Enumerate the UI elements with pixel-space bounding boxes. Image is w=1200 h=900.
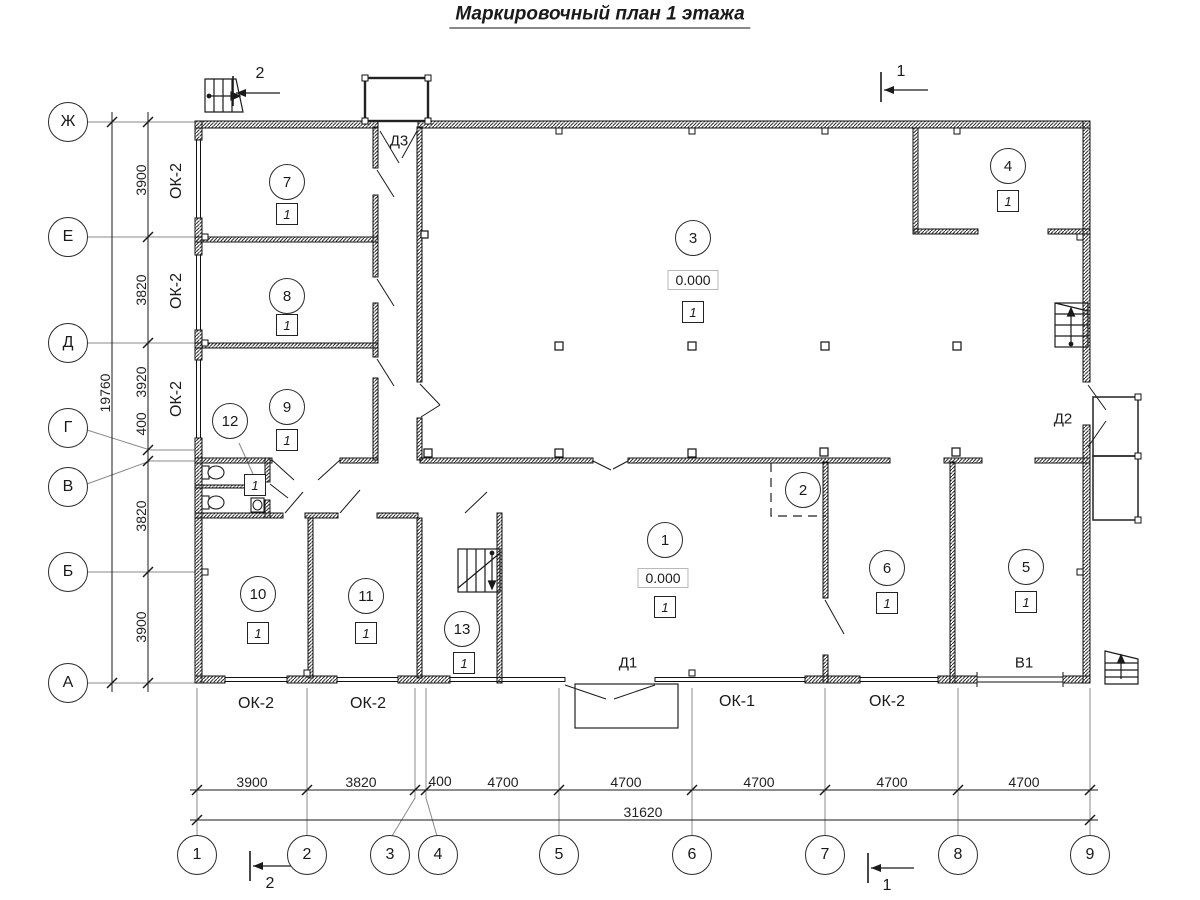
room-circle-11 — [348, 578, 384, 614]
room-number: 5 — [1021, 558, 1031, 576]
axis-circle-col-5 — [539, 835, 579, 875]
stairs-top-left-exterior — [205, 79, 243, 112]
dim-bottom-5: 4700 — [610, 774, 642, 790]
room-number: 10 — [249, 585, 267, 603]
dim-bottom-1: 3900 — [236, 774, 268, 790]
room-type-13: 1 — [453, 652, 475, 674]
dim-bottom-3: 400 — [428, 773, 452, 789]
dim-left-total: 19760 — [97, 373, 113, 413]
room-circle-8 — [269, 278, 305, 314]
room-circle-13 — [444, 611, 480, 647]
section-label-1-bottom: 1 — [882, 877, 892, 894]
axis-circle-row-zh — [48, 102, 88, 142]
room-circle-2 — [785, 472, 821, 508]
axis-label: Е — [62, 228, 74, 245]
window-label-bottom-2: ОК-2 — [350, 695, 386, 712]
porch-corner-posts — [362, 75, 1141, 523]
axis-label: В — [62, 478, 74, 495]
exterior-walls — [195, 121, 1090, 683]
dimension-ticks — [107, 117, 1095, 825]
axis-circle-col-2 — [287, 835, 327, 875]
room-circle-5 — [1008, 549, 1044, 585]
window-label-bottom-4: ОК-2 — [869, 693, 905, 710]
axis-label: А — [62, 674, 74, 691]
dim-bottom-4: 4700 — [487, 774, 519, 790]
room-type-11: 1 — [355, 622, 377, 644]
door-label-d1: Д1 — [618, 654, 638, 672]
room-circle-7 — [269, 164, 305, 200]
room-type-3: 1 — [682, 301, 704, 323]
room-number: 6 — [882, 559, 892, 577]
room-type-9: 1 — [276, 429, 298, 451]
axis-label: Ж — [60, 113, 76, 130]
door-label-d3: Д3 — [389, 132, 409, 150]
room-circle-12 — [212, 403, 248, 439]
section-label-1-top: 1 — [896, 63, 906, 80]
axis-label: Б — [62, 563, 74, 580]
elevation-mark-room3: 0.000 — [667, 270, 718, 290]
axis-circle-row-d — [48, 323, 88, 363]
axis-label: Г — [63, 419, 73, 436]
window-label-left-1: ОК-2 — [168, 163, 185, 199]
columns — [421, 231, 961, 457]
room-number: 11 — [358, 587, 374, 605]
room-number: 4 — [1003, 157, 1013, 175]
axis-circle-col-8 — [938, 835, 978, 875]
room-type-12: 1 — [244, 474, 266, 496]
axis-label: 8 — [953, 846, 963, 863]
axis-circle-col-7 — [805, 835, 845, 875]
room-type-6: 1 — [876, 592, 898, 614]
room-type-8: 1 — [276, 314, 298, 336]
room-number: 12 — [221, 412, 239, 430]
drawing-title: Маркировочный план 1 этажа — [449, 4, 750, 29]
dim-bottom-8: 4700 — [1008, 774, 1040, 790]
room-circle-1 — [647, 522, 683, 558]
stairs-bottom-right-exterior — [1105, 651, 1138, 684]
dim-left-4: 400 — [133, 412, 149, 436]
interior-walls — [195, 127, 1090, 683]
dim-bottom-total: 31620 — [623, 804, 663, 820]
window-label-left-2: ОК-2 — [168, 273, 185, 309]
axis-circle-row-g — [48, 408, 88, 448]
room-circle-10 — [240, 576, 276, 612]
axis-circle-col-3 — [370, 835, 410, 875]
room-number: 13 — [453, 620, 471, 638]
gate-label-v1: В1 — [1014, 654, 1034, 672]
elevation-mark-room1: 0.000 — [637, 568, 688, 588]
dim-bottom-2: 3820 — [345, 774, 377, 790]
axis-circle-col-6 — [672, 835, 712, 875]
room-number: 7 — [282, 173, 292, 191]
gate-v1-opening — [977, 672, 1063, 687]
axis-label: 6 — [687, 846, 697, 863]
axis-circle-row-a — [48, 663, 88, 703]
room-circle-4 — [990, 148, 1026, 184]
axis-circle-col-1 — [177, 835, 217, 875]
room-type-5: 1 — [1015, 591, 1037, 613]
room-number: 9 — [282, 398, 292, 416]
axis-label: 5 — [554, 846, 564, 863]
axis-label: 4 — [433, 846, 443, 863]
axis-circle-col-9 — [1070, 835, 1110, 875]
room-circle-3 — [675, 220, 711, 256]
dim-left-1: 3900 — [133, 164, 149, 196]
axis-label: 9 — [1085, 846, 1095, 863]
axis-circle-row-v — [48, 467, 88, 507]
section-label-2-bottom: 2 — [265, 875, 275, 892]
window-label-left-3: ОК-2 — [168, 381, 185, 417]
axis-label: Д — [62, 334, 74, 351]
room-number: 8 — [282, 287, 292, 305]
door-label-d2: Д2 — [1053, 410, 1073, 428]
window-label-bottom-1: ОК-2 — [238, 695, 274, 712]
room-number: 3 — [688, 229, 698, 247]
dim-left-5: 3820 — [133, 500, 149, 532]
window-label-bottom-3: ОК-1 — [719, 693, 755, 710]
room-circle-6 — [869, 550, 905, 586]
room-type-10: 1 — [247, 622, 269, 644]
axis-label: 2 — [302, 846, 312, 863]
room-circle-9 — [269, 389, 305, 425]
dim-left-6: 3900 — [133, 611, 149, 643]
stairs-room13-interior — [458, 549, 500, 592]
section-label-2-top: 2 — [255, 65, 265, 82]
dim-bottom-7: 4700 — [876, 774, 908, 790]
room-number: 2 — [798, 481, 808, 499]
axis-circle-col-4 — [418, 835, 458, 875]
room-type-7: 1 — [276, 203, 298, 225]
room-type-4: 1 — [997, 190, 1019, 212]
dim-bottom-6: 4700 — [743, 774, 775, 790]
axis-label: 3 — [385, 846, 395, 863]
dim-left-3: 3920 — [133, 366, 149, 398]
dim-left-2: 3820 — [133, 274, 149, 306]
axis-label: 1 — [192, 846, 202, 863]
axis-label: 7 — [820, 846, 830, 863]
axis-circle-row-e — [48, 217, 88, 257]
door-swings — [270, 131, 1106, 699]
room-type-1: 1 — [654, 596, 676, 618]
axis-circle-row-b — [48, 552, 88, 592]
room-number: 1 — [660, 531, 670, 549]
